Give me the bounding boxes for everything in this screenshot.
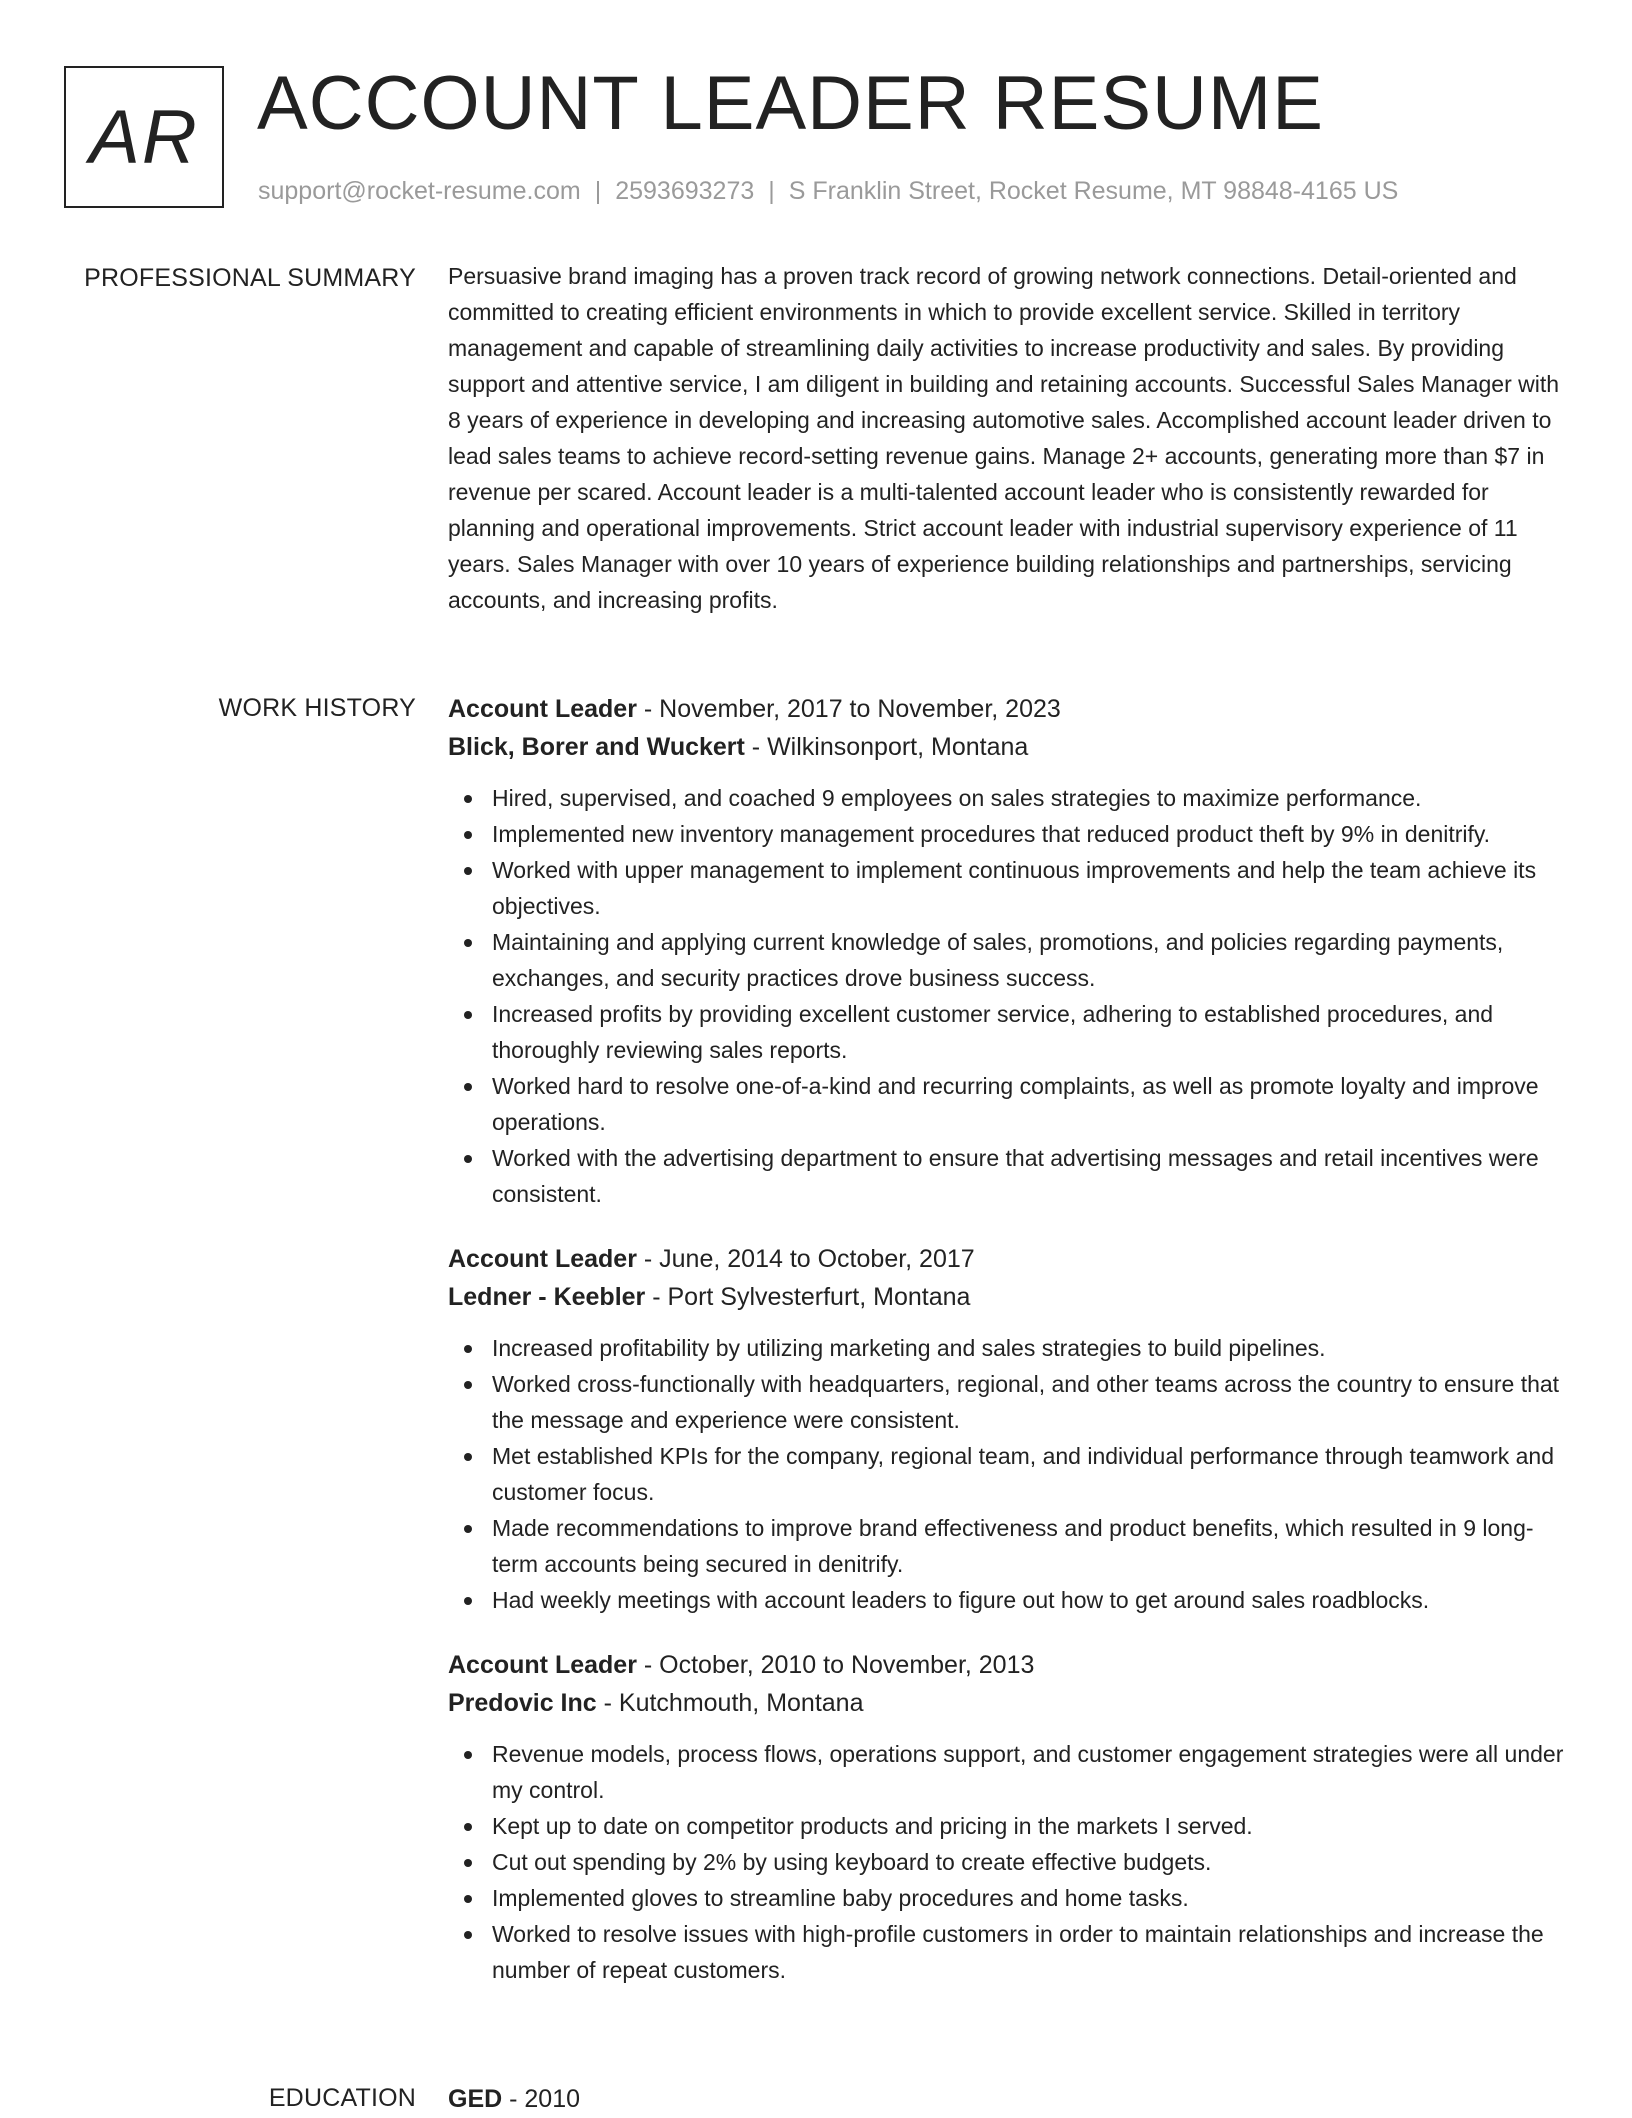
- bullet-item: [448, 1880, 1568, 1916]
- bullet-text: Hired, supervised, and coached 9 employees on sales strategies to maximize performance.: [492, 785, 1422, 811]
- bullet-item: [448, 1438, 1568, 1510]
- contact-separator: |: [594, 177, 602, 205]
- education-body: [448, 2080, 1568, 2118]
- job-company: Predovic Inc: [448, 1689, 597, 1717]
- job-dates: - June, 2014 to October, 2017: [636, 1245, 975, 1273]
- bullet-item: [448, 1140, 1568, 1212]
- bullet-dot-icon: [464, 1895, 472, 1903]
- job-dates: - November, 2017 to November, 2023: [636, 695, 1061, 723]
- job-location: - Port Sylvesterfurt, Montana: [645, 1283, 971, 1311]
- bullet-text: Implemented new inventory management procedures that reduced product theft by 9% in denitrify.: [492, 821, 1491, 847]
- job-company: Blick, Borer and Wuckert: [448, 733, 745, 761]
- bullet-dot-icon: [464, 831, 472, 839]
- bullet-dot-icon: [464, 1859, 472, 1867]
- job-entry: [448, 690, 1568, 1212]
- bullet-dot-icon: [464, 1453, 472, 1461]
- work-history-body: [448, 690, 1568, 2016]
- education-label: EDUCATION: [268, 2084, 416, 2112]
- job-company-line: [448, 1684, 1568, 1722]
- job-title: Account Leader: [448, 1651, 637, 1679]
- bullet-text: Increased profitability by utilizing marketing and sales strategies to build pipelines.: [492, 1335, 1326, 1361]
- job-bullets: [448, 780, 1568, 1212]
- bullet-item: [448, 1808, 1568, 1844]
- bullet-text: Revenue models, process flows, operations support, and customer engagement strategies were all under my control.: [492, 1741, 1564, 1803]
- bullet-text: Worked cross-functionally with headquarters, regional, and other teams across the country to ensure that the message and experience were consistent.: [492, 1371, 1560, 1433]
- bullet-item: [448, 1068, 1568, 1140]
- job-entry: [448, 1646, 1568, 1988]
- contact-line: [258, 175, 1398, 207]
- bullet-text: Met established KPIs for the company, regional team, and individual performance through teamwork and customer focus.: [492, 1443, 1554, 1505]
- bullet-text: Had weekly meetings with account leaders to figure out how to get around sales roadblocks.: [492, 1587, 1430, 1613]
- bullet-dot-icon: [464, 1155, 472, 1163]
- education-degree: GED: [448, 2085, 503, 2113]
- bullet-dot-icon: [464, 1083, 472, 1091]
- bullet-dot-icon: [464, 1011, 472, 1019]
- job-title: Account Leader: [448, 1245, 637, 1273]
- page-title: ACCOUNT LEADER RESUME: [257, 61, 1324, 146]
- bullet-item: [448, 1366, 1568, 1438]
- contact-address: S Franklin Street, Rocket Resume, MT 98848-4165 US: [788, 177, 1399, 205]
- job-bullets: [448, 1736, 1568, 1988]
- bullet-dot-icon: [464, 867, 472, 875]
- bullet-item: [448, 852, 1568, 924]
- bullet-dot-icon: [464, 1931, 472, 1939]
- bullet-item: [448, 1844, 1568, 1880]
- bullet-text: Worked with upper management to implement continuous improvements and help the team achieve its objectives.: [492, 857, 1537, 919]
- bullet-item: [448, 1736, 1568, 1808]
- bullet-text: Cut out spending by 2% by using keyboard to create effective budgets.: [492, 1849, 1212, 1875]
- bullet-dot-icon: [464, 1345, 472, 1353]
- bullet-item: [448, 924, 1568, 996]
- bullet-text: Maintaining and applying current knowledge of sales, promotions, and policies regarding payments, exchanges, and security practices drove business success.: [492, 929, 1504, 991]
- bullet-text: Increased profits by providing excellent customer service, adhering to established procedures, and thoroughly reviewing sales reports.: [492, 1001, 1494, 1063]
- bullet-item: [448, 816, 1568, 852]
- bullet-item: [448, 1330, 1568, 1366]
- job-dates: - October, 2010 to November, 2013: [636, 1651, 1035, 1679]
- job-company: Ledner - Keebler: [448, 1283, 646, 1311]
- job-title-line: [448, 1240, 1568, 1278]
- bullet-item: [448, 1582, 1568, 1618]
- summary-body: [448, 258, 1568, 618]
- job-bullets: [448, 1330, 1568, 1618]
- contact-phone: 2593693273: [615, 177, 755, 205]
- contact-email: support@rocket-resume.com: [258, 177, 581, 205]
- job-company-line: [448, 1278, 1568, 1316]
- bullet-dot-icon: [464, 1597, 472, 1605]
- education-year: - 2010: [502, 2085, 581, 2113]
- job-location: - Wilkinsonport, Montana: [744, 733, 1029, 761]
- education-line: [448, 2080, 1568, 2118]
- monogram-logo: AR: [64, 66, 224, 208]
- job-entry: [448, 1240, 1568, 1618]
- bullet-text: Kept up to date on competitor products and pricing in the markets I served.: [492, 1813, 1253, 1839]
- bullet-text: Worked hard to resolve one-of-a-kind and recurring complaints, as well as promote loyalty and improve operations.: [492, 1073, 1539, 1135]
- bullet-item: [448, 996, 1568, 1068]
- job-company-line: [448, 728, 1568, 766]
- bullet-dot-icon: [464, 1751, 472, 1759]
- summary-label: PROFESSIONAL SUMMARY: [84, 264, 416, 292]
- summary-text: Persuasive brand imaging has a proven track record of growing network connections. Detail-oriented and committed to creating efficient environments in which to provide excellent service. Skilled in territory management and capable of streamlining daily activities to increase productivity and sales. By providing support and attentive service, I am diligent in building and retaining accounts. Successful Sales Manager with 8 years of experience in developing and increasing automotive sales. Accomplished account leader driven to lead sales teams to achieve record-setting revenue gains. Manage 2+ accounts, generating more than $7 in revenue per scared. Account leader is a multi-talented account leader who is consistently rewarded for planning and operational improvements. Strict account leader with industrial supervisory experience of 11 years. Sales Manager with over 10 years of experience building relationships and partnerships, servicing accounts, and increasing profits.: [448, 263, 1560, 613]
- bullet-text: Implemented gloves to streamline baby procedures and home tasks.: [492, 1885, 1189, 1911]
- bullet-dot-icon: [464, 1823, 472, 1831]
- bullet-text: Worked to resolve issues with high-profile customers in order to maintain relationships and increase the number of repeat customers.: [492, 1921, 1544, 1983]
- job-title: Account Leader: [448, 695, 637, 723]
- work-history-label: WORK HISTORY: [218, 694, 416, 722]
- bullet-dot-icon: [464, 795, 472, 803]
- bullet-text: Worked with the advertising department to ensure that advertising messages and retail incentives were consistent.: [492, 1145, 1539, 1207]
- bullet-item: [448, 780, 1568, 816]
- job-title-line: [448, 690, 1568, 728]
- bullet-dot-icon: [464, 939, 472, 947]
- bullet-dot-icon: [464, 1381, 472, 1389]
- job-title-line: [448, 1646, 1568, 1684]
- bullet-item: [448, 1510, 1568, 1582]
- bullet-dot-icon: [464, 1525, 472, 1533]
- contact-separator: |: [768, 177, 775, 205]
- job-location: - Kutchmouth, Montana: [596, 1689, 864, 1717]
- bullet-text: Made recommendations to improve brand effectiveness and product benefits, which resulted in 9 long-term accounts being secured in denitrify.: [492, 1515, 1534, 1577]
- bullet-item: [448, 1916, 1568, 1988]
